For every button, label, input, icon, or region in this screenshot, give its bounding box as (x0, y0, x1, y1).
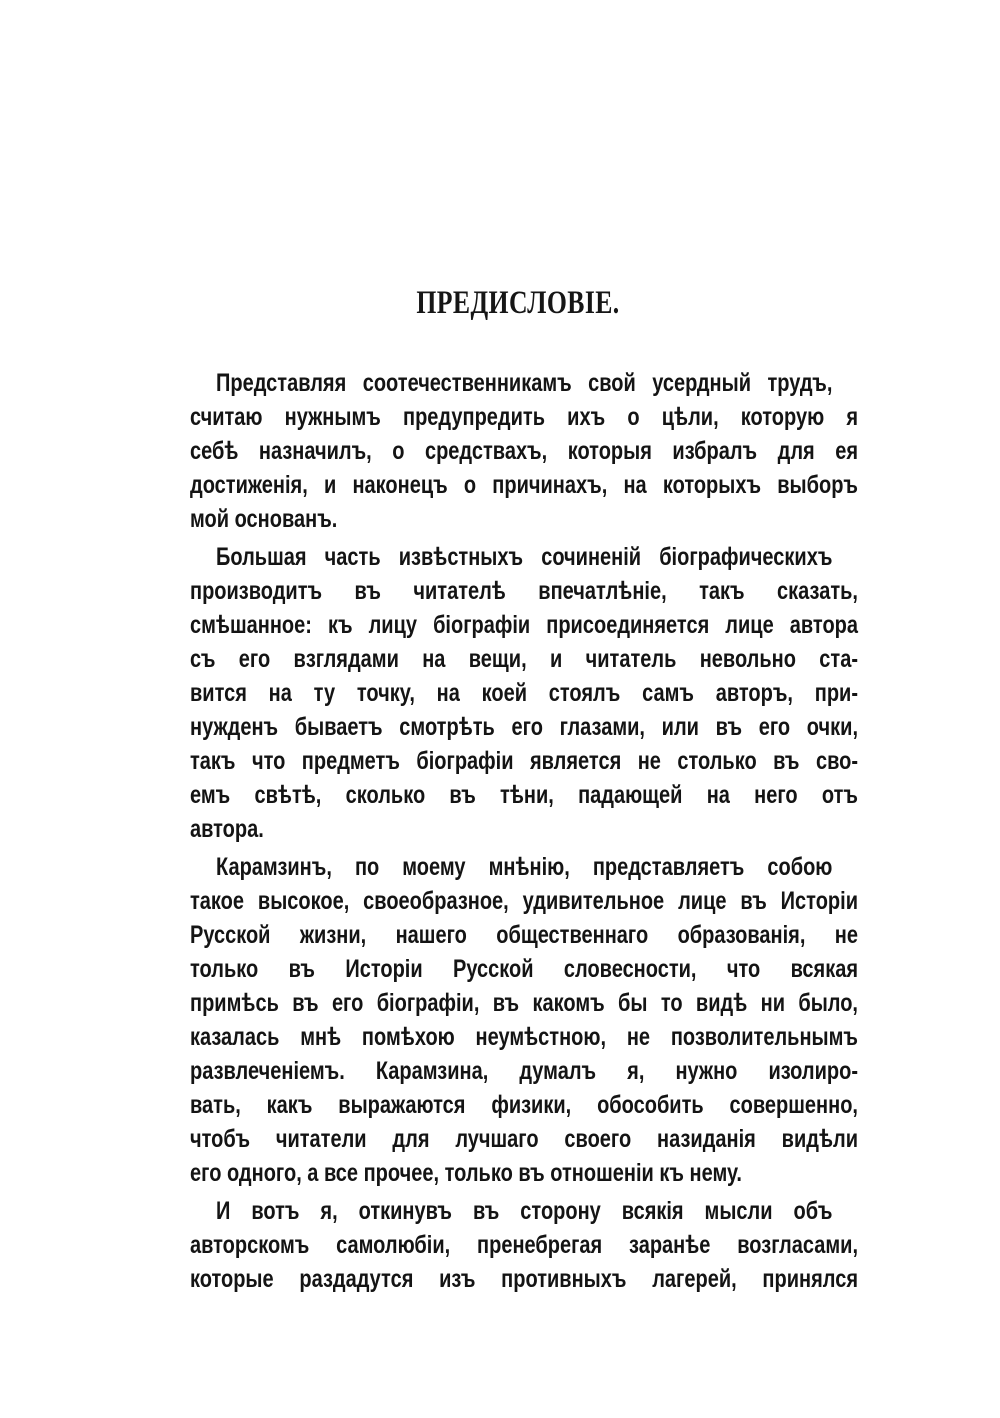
text-line: достиженія, и наконецъ о причинахъ, на которыхъ выборъ (190, 471, 858, 499)
text-line: производитъ въ читателѣ впечатлѣніе, такъ сказать, (190, 577, 858, 605)
text-line: его одного, а все прочее, только въ отношеніи къ нему. (190, 1159, 742, 1187)
text-line: вится на ту точку, на коей стоялъ самъ авторъ, при- (190, 679, 858, 707)
body-text (190, 366, 858, 1300)
paragraph-3 (190, 850, 858, 1190)
text-line: Карамзинъ, по моему мнѣнію, представляетъ собою (216, 853, 833, 881)
text-line: себѣ назначилъ, о средствахъ, которыя избралъ для ея (190, 437, 858, 465)
text-line: чтобъ читатели для лучшаго своего назиданія видѣли (190, 1125, 858, 1153)
text-line: автора. (190, 815, 264, 843)
paragraph-4 (190, 1194, 858, 1296)
text-line: которые раздадутся изъ противныхъ лагерей, принялся (190, 1265, 858, 1293)
text-line: казалась мнѣ помѣхою неумѣстною, не позволительнымъ (190, 1023, 858, 1051)
text-line: мой основанъ. (190, 505, 338, 533)
text-line: авторскомъ самолюбіи, пренебрегая заранѣе возгласами, (190, 1231, 858, 1259)
text-line: только въ Исторіи Русской словесности, что всякая (190, 955, 858, 983)
text-line: такое высокое, своеобразное, удивительное лице въ Исторіи (190, 887, 858, 915)
text-line: съ его взглядами на вещи, и читатель невольно ста- (190, 645, 858, 673)
text-line: считаю нужнымъ предупредить ихъ о цѣли, которую я (190, 403, 858, 431)
text-line: Большая часть извѣстныхъ сочиненій біографическихъ (216, 543, 833, 571)
text-line: емъ свѣтѣ, сколько въ тѣни, падающей на него отъ (190, 781, 858, 809)
text-line: И вотъ я, откинувъ въ сторону всякія мысли объ (216, 1197, 833, 1225)
paragraph-2 (190, 540, 858, 846)
text-line: смѣшанное: къ лицу біографіи присоединяется лице автора (190, 611, 858, 639)
paragraph-1 (190, 366, 858, 536)
text-line: примѣсь въ его біографіи, въ какомъ бы то видѣ ни было, (190, 989, 858, 1017)
text-line: Представляя соотечественникамъ свой усердный трудъ, (216, 369, 833, 397)
text-line: нужденъ бываетъ смотрѣть его глазами, или въ его очки, (190, 713, 858, 741)
page-title: ПРЕДИСЛОВІЕ. (416, 285, 620, 321)
text-line: такъ что предметъ біографіи является не столько въ сво- (190, 747, 858, 775)
text-line: Русской жизни, нашего общественнаго образованія, не (190, 921, 858, 949)
text-line: развлеченіемъ. Карамзина, думалъ я, нужно изолиро- (190, 1057, 858, 1085)
text-line: вать, какъ выражаются физики, обособить совершенно, (190, 1091, 858, 1119)
